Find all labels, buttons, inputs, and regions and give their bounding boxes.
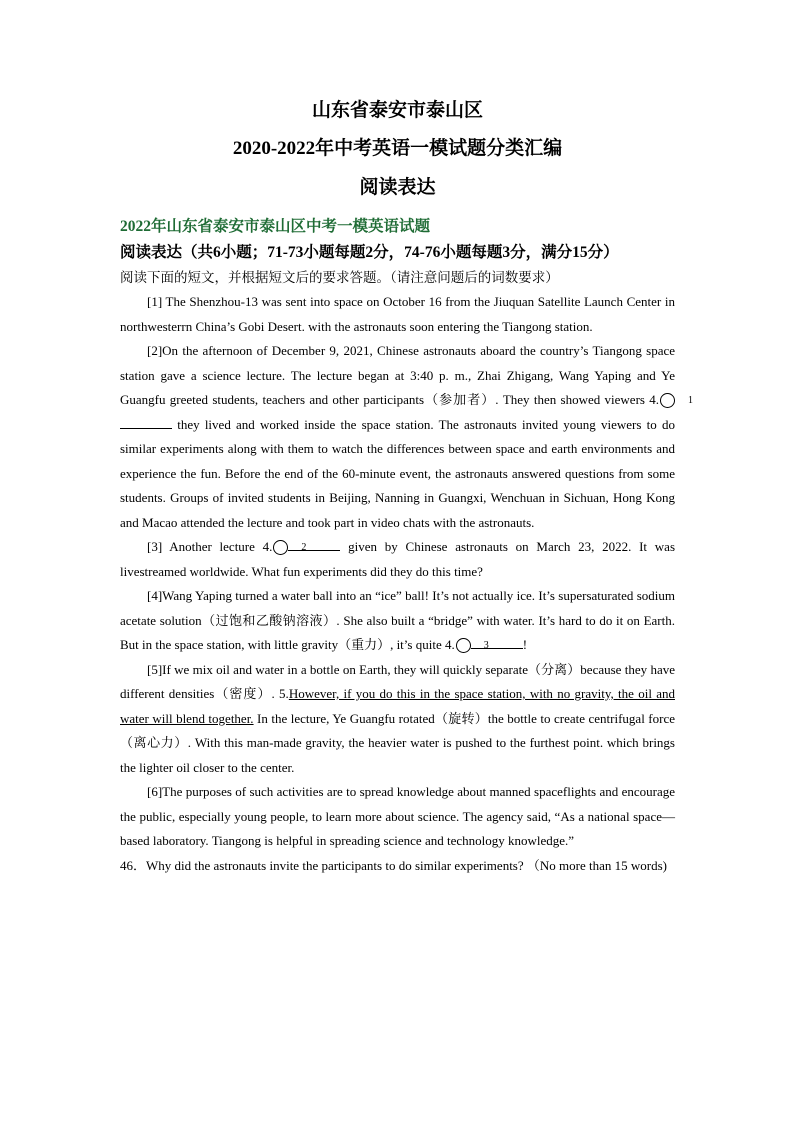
paragraph-3-text-b: given by Chinese astronauts on March 23, 2022. It was livestreamed worldwide. What fun experiments did they do this time? bbox=[120, 539, 676, 579]
paragraph-5 bbox=[120, 658, 675, 781]
paragraph-3-text-a: [3] Another lecture 4. bbox=[147, 539, 273, 554]
paragraph-6-text: [6]The purposes of such activities are to spread knowledge about manned spaceflights and encourage the public, especially young people, to learn more about science. The agency said, “As a national space—based laboratory. Tiangong is helpful in spreading science and technology knowledge.” bbox=[120, 784, 675, 848]
blank-marker-3: 3 bbox=[456, 638, 471, 653]
instruction-text: 阅读下面的短文，并根据短文后的要求答题。（请注意问题后的词数要求） bbox=[120, 270, 559, 285]
blank-marker-1: 1 bbox=[660, 393, 675, 408]
paragraph-5-text-b: In the lecture, Ye Guangfu rotated（旋转）the bottle to create centrifugal force（离心力）. With this man-made gravity, the heavier water is pushed to the furthest point. which brings the lighter oil closer to the center. bbox=[120, 710, 675, 775]
blank-marker-2: 2 bbox=[273, 540, 288, 555]
underlined-sentence-5: However, if you do this in the space station, with no gravity, the oil and water will blend together. bbox=[120, 686, 675, 726]
answer-blank-2 bbox=[288, 538, 340, 551]
paragraph-1 bbox=[120, 290, 675, 339]
question-header: 阅读表达（共6小题；71-73小题每题2分，74-76小题每题3分，满分15分） bbox=[120, 244, 619, 261]
paragraph-4-text-b: ! bbox=[522, 637, 528, 652]
paragraph-4 bbox=[120, 584, 675, 658]
title-exam: 2020-2022年中考英语一模试题分类汇编 bbox=[232, 138, 563, 159]
paragraph-2-text-a: [2]On the afternoon of December 9, 2021, Chinese astronauts aboard the country’s Tiangong space station gave a science lecture. The lecture began at 3:40 p. m., Zhai Zhigang, Wang Yaping and Ye Guangfu greeted students, teachers and other participants（参加者）. They then showed viewers 4. bbox=[120, 343, 675, 407]
paragraph-6 bbox=[120, 780, 675, 854]
question-46: 46．Why did the astronauts invite the participants to do similar experiments? （No more than 15 words) bbox=[120, 857, 667, 873]
paragraph-2 bbox=[120, 339, 693, 535]
paragraph-4-text-a: [4]Wang Yaping turned a water ball into an “ice” ball! It’s not actually ice. It’s supersaturated sodium acetate solution（过饱和乙酸钠溶液）. She also built a “bridge” with water. It’s hard to do it on Earth. But in the space station, with little gravity（重力）, it’s quite 4. bbox=[120, 588, 675, 652]
answer-blank-1 bbox=[120, 416, 172, 429]
paragraph-3 bbox=[120, 535, 675, 584]
title-region: 山东省泰安市泰山区 bbox=[311, 100, 483, 121]
paragraph-2-text-b: they lived and worked inside the space station. The astronauts invited young viewers to do similar experiments along with them to watch the differences between space and earth environments and experience the fun. Before the end of the 60-minute event, the astronauts answered questions from some students. Groups of invited students in Beijing, Nanning in Guangxi, Wenchuan in Sichuan, Hong Kong and Macao attended the lecture and took part in video chats with the astronauts. bbox=[120, 416, 675, 530]
paragraph-1-text: [1] The Shenzhou-13 was sent into space on October 16 from the Jiuquan Satellite Launch Center in northwesterrn China’s Gobi Desert. with the astronauts soon entering the Tiangong station. bbox=[120, 294, 675, 334]
section-title: 2022年山东省泰安市泰山区中考一模英语试题 bbox=[120, 218, 431, 235]
answer-blank-3 bbox=[471, 636, 523, 649]
title-topic: 阅读表达 bbox=[359, 177, 436, 198]
paragraph-5-text-a: [5]If we mix oil and water in a bottle on Earth, they will quickly separate（分离）because they have different densities（密度）. 5. bbox=[120, 661, 675, 701]
document-page bbox=[120, 92, 693, 878]
